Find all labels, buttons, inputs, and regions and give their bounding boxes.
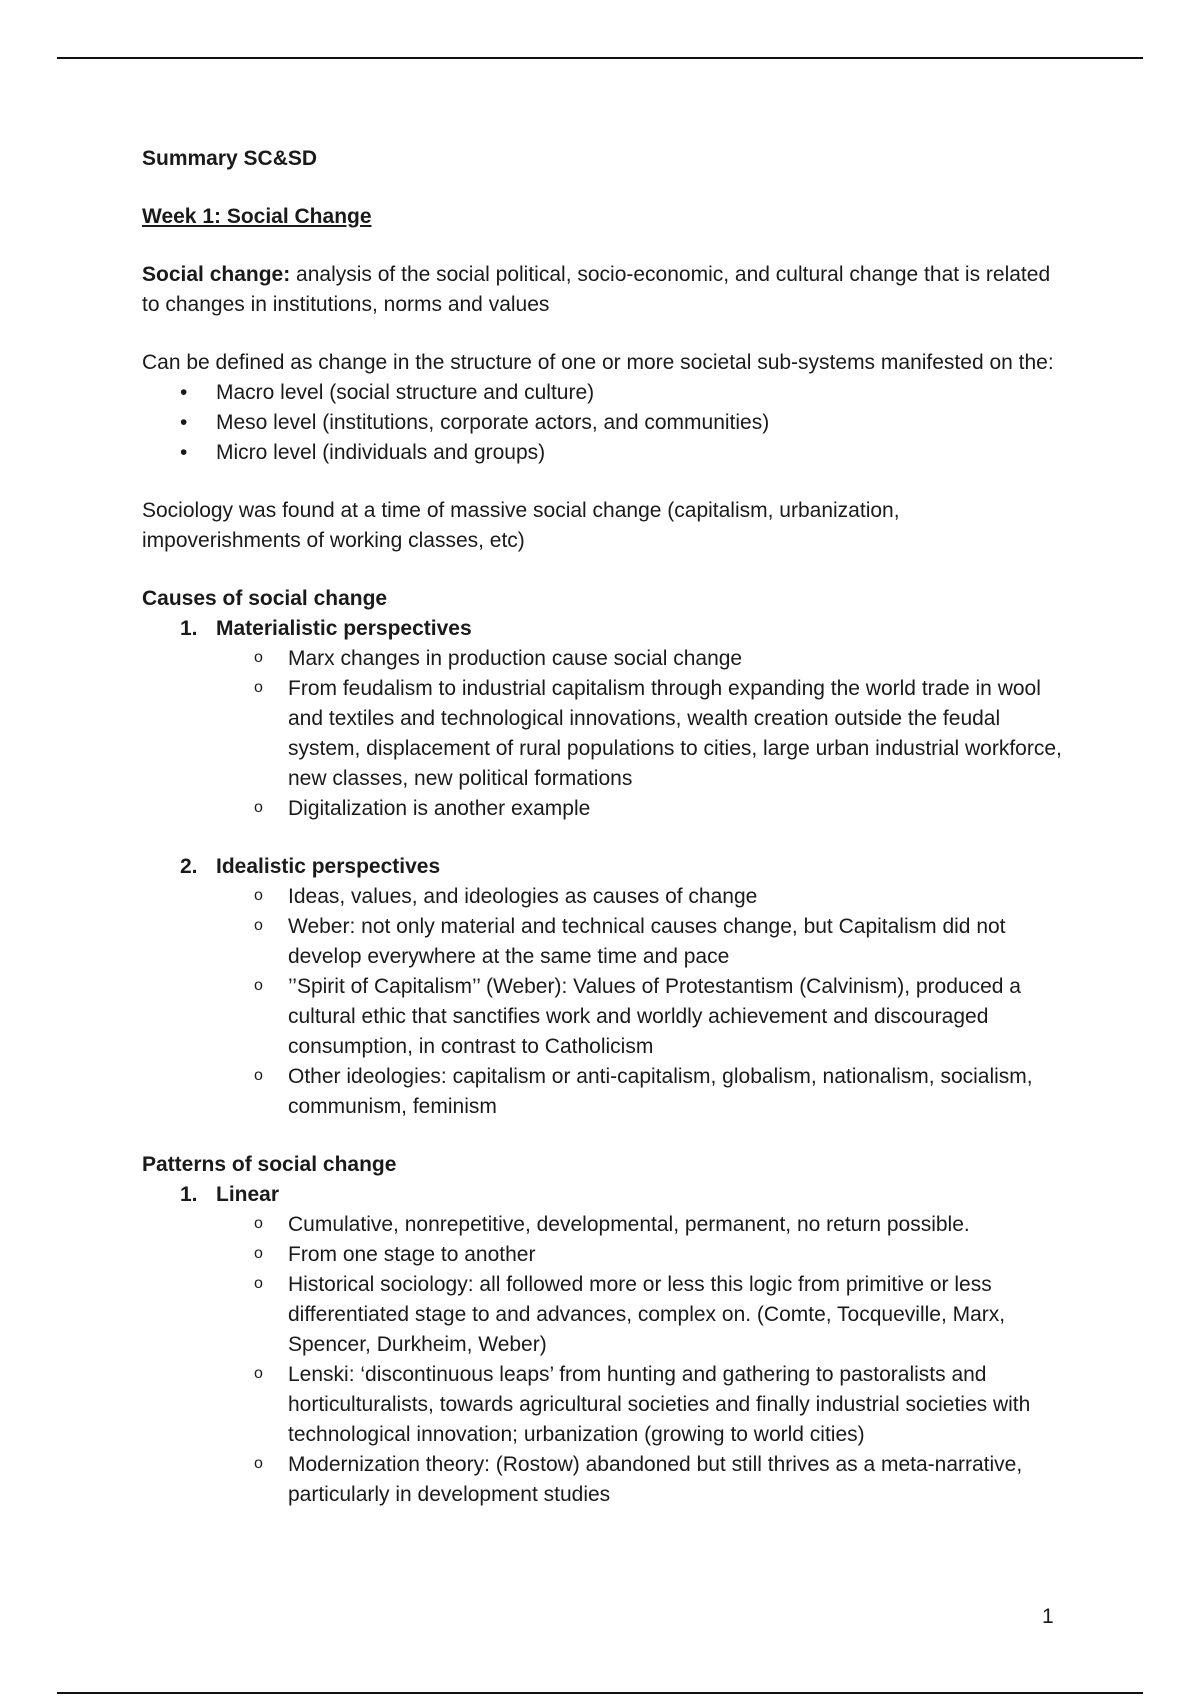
list-item: o Ideas, values, and ideologies as causes of change [142,882,1062,912]
causes-section-2-title: 2. Idealistic perspectives [180,855,441,878]
list-item: o Other ideologies: capitalism or anti-capitalism, globalism, nationalism, socialism, communism, feminism [142,1062,1062,1122]
list-item: o From feudalism to industrial capitalism through expanding the world trade in wool and textiles and technological innovations, wealth creation outside the feudal system, displacement of rural populations to cities, large urban industrial workforce, new classes, new political formations [142,674,1062,794]
list-item: o Modernization theory: (Rostow) abandoned but still thrives as a meta-narrative, particularly in development studies [142,1450,1062,1510]
definition-text: analysis of the social political, socio-economic, and cultural change that is related to changes in institutions, norms and values [142,263,1051,316]
list-item: • Micro level (individuals and groups) [142,438,1062,468]
page-number: 1 [1042,1605,1054,1628]
week-heading: Week 1: Social Change [142,205,372,228]
top-rule [57,57,1143,59]
patterns-section-1-list [142,1210,1062,1510]
list-item: o Cumulative, nonrepetitive, developmental, permanent, no return possible. [142,1210,1062,1240]
list-item: o From one stage to another [142,1240,1062,1270]
levels-list [142,378,1062,468]
sociology-note: Sociology was found at a time of massive social change (capitalism, urbanization, impoverishments of working classes, etc) [142,499,900,552]
levels-intro: Can be defined as change in the structure of one or more societal sub-systems manifested on the: [142,351,1054,374]
causes-heading: Causes of social change [142,587,388,610]
list-item: o Lenski: ‘discontinuous leaps’ from hunting and gathering to pastoralists and horticulturalists, towards agricultural societies and finally industrial societies with technological innovation; urbanization (growing to world cities) [142,1360,1062,1450]
causes-section-1-list [142,644,1062,824]
list-item: o Marx changes in production cause social change [142,644,1062,674]
list-item: o ’’Spirit of Capitalism’’ (Weber): Values of Protestantism (Calvinism), produced a cultural ethic that sanctifies work and worldly achievement and discouraged consumption, in contrast to Catholicism [142,972,1062,1062]
definition-term: Social change: [142,263,291,286]
patterns-heading: Patterns of social change [142,1153,397,1176]
list-item: • Meso level (institutions, corporate actors, and communities) [142,408,1062,438]
list-item: • Macro level (social structure and culture) [142,378,1062,408]
definition-paragraph [142,260,1062,320]
causes-section-1-title: 1. Materialistic perspectives [180,617,472,640]
causes-section-2-list [142,882,1062,1122]
list-item: o Weber: not only material and technical causes change, but Capitalism did not develop everywhere at the same time and pace [142,912,1062,972]
list-item: o Digitalization is another example [142,794,1062,824]
list-item: o Historical sociology: all followed more or less this logic from primitive or less differentiated stage to and advances, complex on. (Comte, Tocqueville, Marx, Spencer, Durkheim, Weber) [142,1270,1062,1360]
document-page [142,144,1062,1510]
document-title: Summary SC&SD [142,147,318,170]
bottom-rule [57,1692,1143,1694]
patterns-section-1-title: 1. Linear [180,1183,280,1206]
